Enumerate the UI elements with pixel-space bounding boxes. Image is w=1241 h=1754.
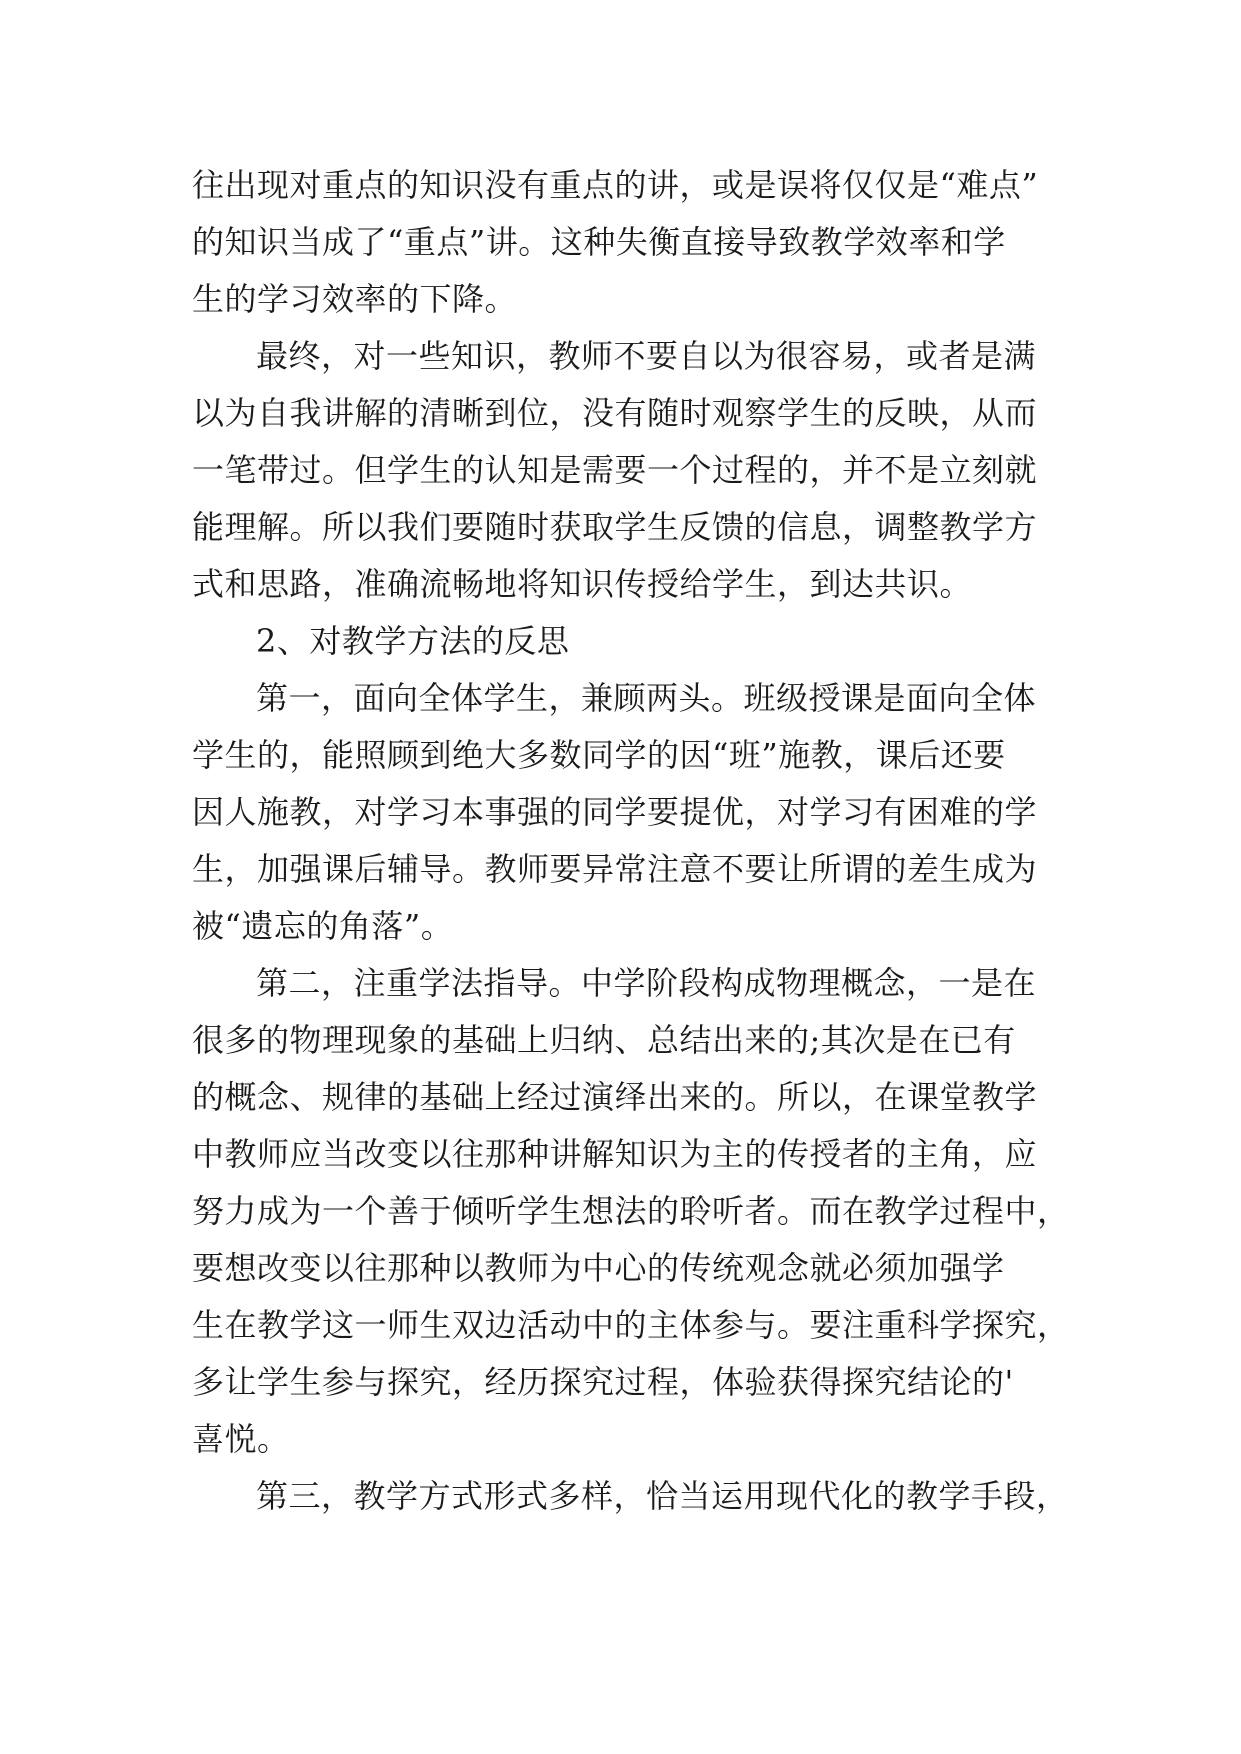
- text-line: 要想改变以往那种以教师为中心的传统观念就必须加强学: [192, 1249, 1005, 1287]
- text-line: 一笔带过。但学生的认知是需要一个过程的，并不是立刻就: [192, 451, 1038, 489]
- text-line: 很多的物理现象的基础上归纳、总结出来的;其次是在已有: [192, 1021, 1016, 1059]
- text-line: 因人施教，对学习本事强的同学要提优，对学习有困难的学: [192, 793, 1038, 831]
- text-line: 往出现对重点的知识没有重点的讲，或是误将仅仅是“难点”: [192, 166, 1039, 204]
- text-line: 生的学习效率的下降。: [192, 280, 518, 318]
- text-line: 喜悦。: [192, 1420, 290, 1458]
- text-line: 中教师应当改变以往那种讲解知识为主的传授者的主角，应: [192, 1135, 1038, 1173]
- paragraph-start-line: 第一，面向全体学生，兼顾两头。班级授课是面向全体: [256, 679, 1037, 717]
- text-line: 生，加强课后辅导。教师要异常注意不要让所谓的差生成为: [192, 850, 1038, 888]
- text-line: 学生的，能照顾到绝大多数同学的因“班”施教，课后还要: [192, 736, 1006, 774]
- paragraph-start-line: 第二，注重学法指导。中学阶段构成物理概念，一是在: [256, 964, 1037, 1002]
- text-line: 被“遗忘的角落”。: [192, 907, 454, 945]
- text-line: 能理解。所以我们要随时获取学生反馈的信息，调整教学方: [192, 508, 1038, 546]
- text-line: 努力成为一个善于倾听学生想法的聆听者。而在教学过程中，: [192, 1192, 1070, 1230]
- text-line: 的知识当成了“重点”讲。这种失衡直接导致教学效率和学: [192, 223, 1006, 261]
- section-heading: 2、对教学方法的反思: [256, 622, 570, 660]
- text-line: 的概念、规律的基础上经过演绎出来的。所以，在课堂教学: [192, 1078, 1038, 1116]
- paragraph-start-line: 第三，教学方式形式多样，恰当运用现代化的教学手段，: [256, 1477, 1069, 1515]
- text-line: 生在教学这一师生双边活动中的主体参与。要注重科学探究，: [192, 1306, 1070, 1344]
- text-line: 以为自我讲解的清晰到位，没有随时观察学生的反映，从而: [192, 394, 1038, 432]
- text-line: 式和思路，准确流畅地将知识传授给学生，到达共识。: [192, 565, 973, 603]
- paragraph-start-line: 最终，对一些知识，教师不要自以为很容易，或者是满: [256, 337, 1037, 375]
- body-text: [192, 157, 1072, 1525]
- text-line: 多让学生参与探究，经历探究过程，体验获得探究结论的': [192, 1363, 1014, 1401]
